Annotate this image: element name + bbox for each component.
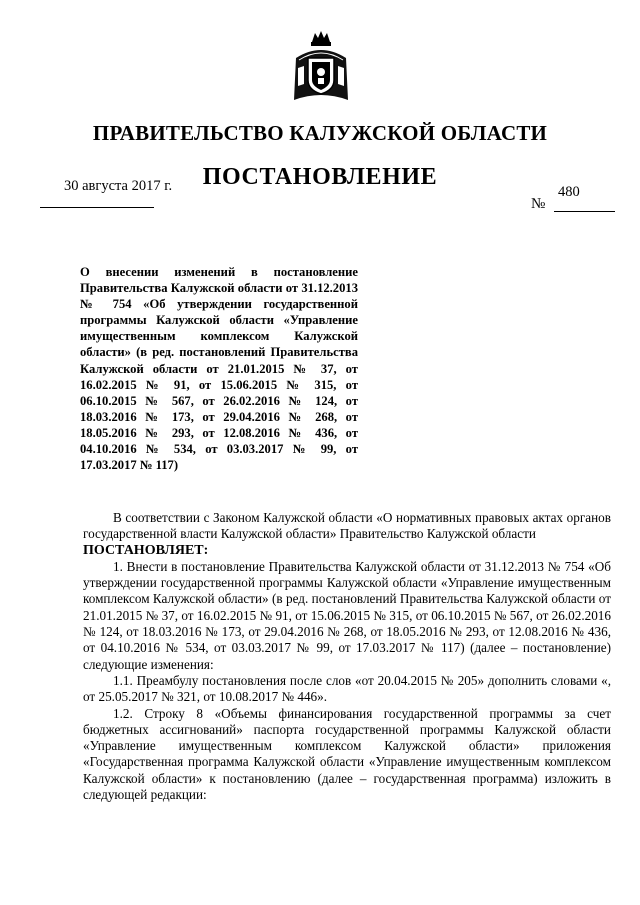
paragraph-1-2: 1.2. Строку 8 «Объемы финансирования государственной программы за счет бюджетных ассигнований» паспорта государственной программы Калужской области «Управление имущественным комплексом Калужской области» приложения «Государственная программа Калужской области «Управление имущественным комплексом Калужской области» к постановлению (далее – государственная программа) изложить в следующей редакции: <box>83 705 611 803</box>
document-body <box>83 510 611 803</box>
document-type-heading: ПОСТАНОВЛЕНИЕ <box>202 164 438 190</box>
number-underline <box>554 211 615 212</box>
document-date: 30 августа 2017 г. <box>64 178 173 194</box>
number-label: № <box>531 196 546 212</box>
decree-word: ПОСТАНОВЛЯЕТ: <box>83 542 209 558</box>
preamble-paragraph: В соответствии с Законом Калужской области «О нормативных правовых актах органов государственной власти Калужской области» Правительство Калужской области <box>83 510 611 542</box>
paragraph-1: 1. Внести в постановление Правительства Калужской области от 31.12.2013 № 754 «Об утверждении государственной программы Калужской области «Управление имущественным комплексом Калужской области» (в ред. постановлений Правительства Калужской области от 21.01.2015 № 37, от 16.02.2015 № 91, от 15.06.2015 № 315, от 06.10.2015 № 567, от 26.02.2016 № 124, от 18.03.2016 № 173, от 29.04.2016 № 268, от 18.05.2016 № 293, от 12.08.2016 № 436, от 04.10.2016 № 534, от 03.03.2017 № 99, от 17.03.2017 № 117) (далее – постановление) следующие изменения: <box>83 558 611 672</box>
paragraph-1-1: 1.1. Преамбулу постановления после слов «от 20.04.2015 № 205» дополнить словами «, от 25.05.2017 № 321, от 10.08.2017 № 446». <box>83 672 611 705</box>
document-subject: О внесении изменений в постановление Правительства Калужской области от 31.12.2013 № 754 «Об утверждении государственной программы Калужской области «Управление имущественным комплексом Калужской области» (в ред. постановлений Правительства Калужской области от 21.01.2015 № 37, от 16.02.2015 № 91, от 15.06.2015 № 315, от 06.10.2015 № 567, от 26.02.2016 № 124, от 18.03.2016 № 173, от 29.04.2016 № 268, от 18.05.2016 № 293, от 12.08.2016 № 436, от 04.10.2016 № 534, от 03.03.2017 № 99, от 17.03.2017 № 117) <box>80 265 358 473</box>
date-underline <box>40 207 154 208</box>
document-number: 480 <box>558 184 580 200</box>
government-title: ПРАВИТЕЛЬСТВО КАЛУЖСКОЙ ОБЛАСТИ <box>92 121 548 145</box>
coat-of-arms-icon <box>290 28 352 104</box>
